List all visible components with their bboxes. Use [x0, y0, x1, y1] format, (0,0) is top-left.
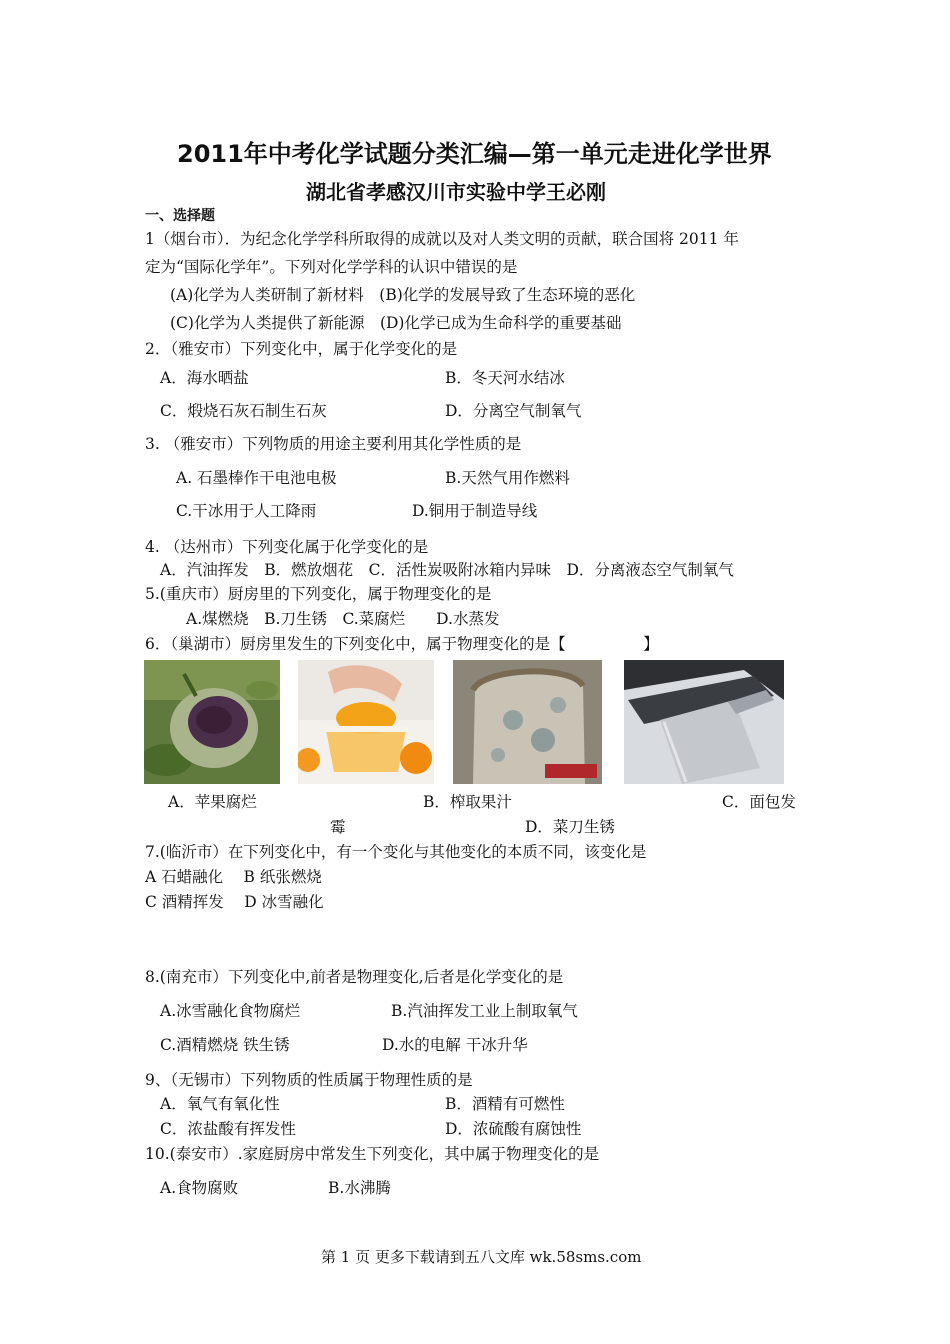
q1-stem-line1: 1（烟台市）．为纪念化学学科所取得的成就以及对人类文明的贡献，联合国将 2011 年	[145, 230, 739, 248]
q9-option-d: D．浓硫酸有腐蚀性	[445, 1120, 582, 1138]
q2-stem: 2．（雅安市）下列变化中，属于化学变化的是	[145, 340, 458, 358]
q2-option-c: C．煅烧石灰石制生石灰	[160, 402, 327, 420]
q6-stem: 6．（巢湖市）厨房里发生的下列变化中，属于物理变化的是【 】	[145, 635, 659, 653]
q5-stem: 5.(重庆市）厨房里的下列变化，属于物理变化的是	[145, 585, 492, 603]
q6-option-b: B．榨取果汁	[423, 793, 512, 811]
q1-options-ab: (A)化学为人类研制了新材料 (B)化学的发展导致了生态环境的恶化	[170, 286, 636, 304]
q9-option-b: B．酒精有可燃性	[445, 1095, 565, 1113]
q3-option-c: C.干冰用于人工降雨	[176, 502, 317, 520]
q8-option-b: B.汽油挥发工业上制取氧气	[391, 1002, 578, 1020]
q4-stem: 4. （达州市）下列变化属于化学变化的是	[145, 538, 429, 556]
q8-option-a: A.冰雪融化食物腐烂	[160, 1002, 301, 1020]
q4-options: A．汽油挥发 B．燃放烟花 C．活性炭吸附冰箱内异味 D．分离液态空气制氧气	[160, 561, 734, 579]
q6-option-d: D．菜刀生锈	[525, 818, 615, 836]
q9-option-a: A．氧气有氧化性	[160, 1095, 280, 1113]
q8-option-d: D.水的电解 干冰升华	[382, 1036, 528, 1054]
q2-option-a: A．海水晒盐	[160, 369, 249, 387]
moldy-bread-image	[453, 660, 602, 784]
q6-option-a: A．苹果腐烂	[168, 793, 257, 811]
page-footer: 第 1 页 更多下载请到五八文库 wk.58sms.com	[321, 1248, 642, 1266]
q7-options-cd: C 酒精挥发 D 冰雪融化	[145, 893, 324, 911]
author-line: 湖北省孝感汉川市实验中学王必刚	[306, 180, 606, 204]
page-title: 2011年中考化学试题分类汇编—第一单元走进化学世界	[177, 140, 772, 168]
q5-options: A.煤燃烧 B.刀生锈 C.菜腐烂 D.水蒸发	[186, 610, 500, 628]
q3-option-a: A. 石墨棒作干电池电极	[176, 469, 337, 487]
q7-options-ab: A 石蜡融化 B 纸张燃烧	[145, 868, 322, 886]
rusty-knife-image	[624, 660, 784, 784]
q7-stem: 7.(临沂市）在下列变化中，有一个变化与其他变化的本质不同，该变化是	[145, 843, 647, 861]
q1-stem-line2: 定为“国际化学年”。下列对化学学科的认识中错误的是	[145, 258, 518, 276]
section-heading: 一、选择题	[145, 208, 215, 224]
q1-options-cd: (C)化学为人类提供了新能源 (D)化学已成为生命科学的重要基础	[170, 314, 622, 332]
q8-option-c: C.酒精燃烧 铁生锈	[160, 1036, 290, 1054]
q3-option-d: D.铜用于制造导线	[412, 502, 538, 520]
q3-option-b: B.天然气用作燃料	[445, 469, 570, 487]
q2-option-b: B．冬天河水结冰	[445, 369, 565, 387]
rotten-apple-image	[144, 660, 280, 784]
q6-option-c: C．面包发	[722, 793, 796, 811]
q10-stem: 10.(泰安市）.家庭厨房中常发生下列变化，其中属于物理变化的是	[145, 1145, 600, 1163]
q9-stem: 9、（无锡市）下列物质的性质属于物理性质的是	[145, 1071, 473, 1089]
q8-stem: 8.(南充市）下列变化中,前者是物理变化,后者是化学变化的是	[145, 968, 564, 986]
q9-option-c: C．浓盐酸有挥发性	[160, 1120, 296, 1138]
q3-stem: 3. （雅安市）下列物质的用途主要利用其化学性质的是	[145, 435, 522, 453]
q10-option-a: A.食物腐败	[160, 1179, 239, 1197]
q6-option-c-cont: 霉	[330, 818, 346, 836]
q2-option-d: D．分离空气制氧气	[445, 402, 582, 420]
juicer-image	[298, 660, 434, 784]
q10-option-b: B.水沸腾	[328, 1179, 391, 1197]
